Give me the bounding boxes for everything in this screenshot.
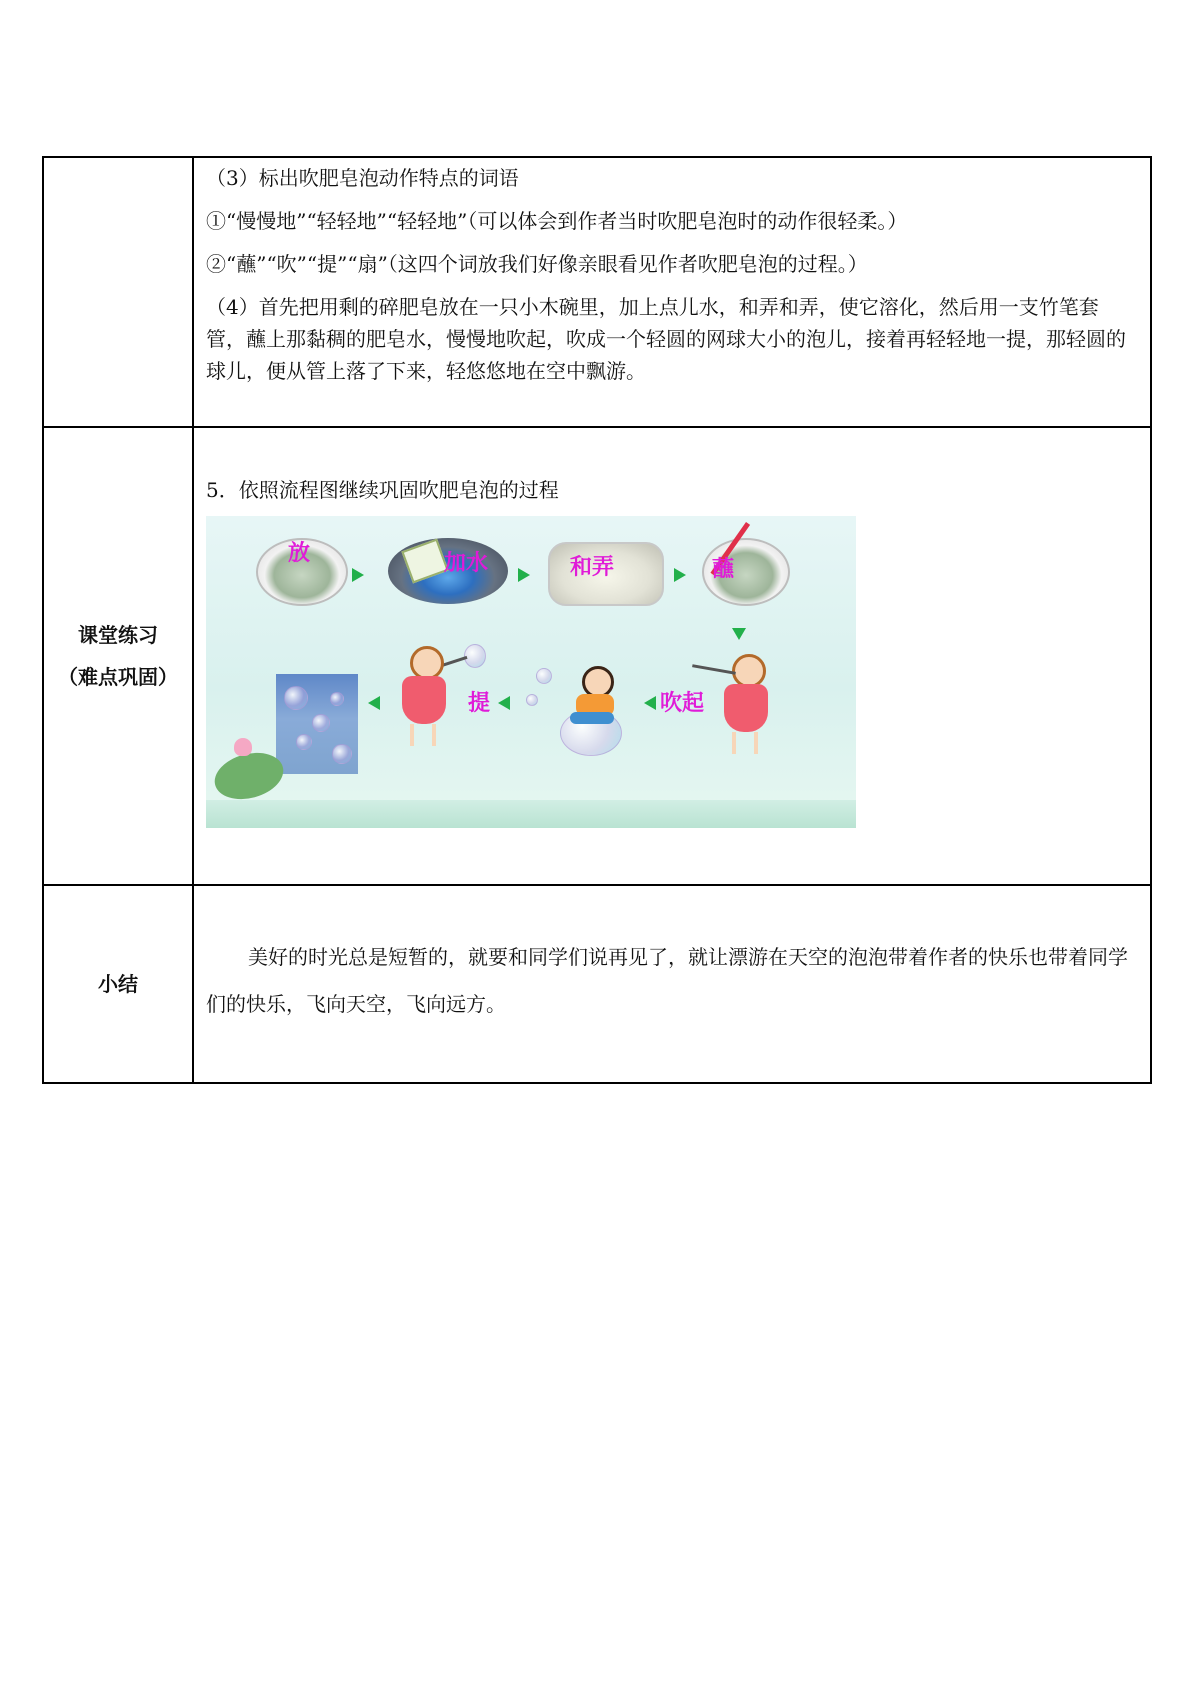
arrow-right-icon [518,568,530,582]
flowchart-illustration [206,516,856,828]
row-label-empty [43,157,193,427]
paragraph-item-2: ②“蘸”“吹”“提”“扇”（这四个词放我们好像亲眼看见作者吹肥皂泡的过程。） [206,252,868,276]
label-difficulty: （难点巩固） [58,665,178,689]
step-label-lift: 提 [468,690,491,716]
content-cell [193,157,1151,427]
step-label-dip: 蘸 [712,556,735,582]
table-row [43,157,1151,427]
arrow-left-icon [498,696,510,710]
lotus-flower-image [234,738,252,756]
summary-paragraph: 美好的时光总是短暂的，就要和同学们说再见了，就让漂游在天空的泡泡带着作者的快乐也带着同学们的快乐，飞向天空，飞向远方。 [206,945,1128,1016]
practice-heading: 5．依照流程图继续巩固吹肥皂泡的过程 [206,478,559,502]
row-label-practice [43,427,193,885]
step-label-add-water: 加水 [444,550,489,576]
practice-content [194,428,1150,828]
paragraph-heading-4: （4）首先把用剩的碎肥皂放在一只小木碗里，加上点儿水，和弄和弄，使它溶化，然后用一支竹笔套管，蘸上那黏稠的肥皂水，慢慢地吹起，吹成一个轻圆的网球大小的泡儿，接着再轻轻地一提，那轻圆的球儿，便从管上落了下来，轻悠悠地在空中飘游。 [206,295,1126,383]
summary-content [194,886,1150,1028]
table-row [43,885,1151,1083]
content-cell [193,885,1151,1083]
analysis-content [194,158,1150,387]
sea-bubbles-image [276,674,358,774]
arrow-left-icon [368,696,380,710]
step-label-mix: 和弄 [570,554,615,580]
ground-decoration [206,800,856,828]
girl-lifting-image [394,646,454,750]
table-row [43,427,1151,885]
row-label-summary: 小结 [43,885,193,1083]
small-bubble-image [536,668,552,684]
small-bubble-image [526,694,538,706]
label-practice: 课堂练习 [78,623,158,647]
paragraph-item-1: ①“慢慢地”“轻轻地”“轻轻地”（可以体会到作者当时吹肥皂泡时的动作很轻柔。） [206,209,908,233]
step-label-put: 放 [288,540,311,566]
paragraph-heading-3: （3）标出吹肥皂泡动作特点的词语 [206,166,519,190]
girl-on-bubble-image [566,666,618,726]
step-label-blow: 吹起 [660,690,705,716]
arrow-right-icon [674,568,686,582]
content-cell [193,427,1151,885]
arrow-down-icon [732,628,746,640]
lesson-table [42,156,1152,1084]
floating-bubble-image [464,644,486,668]
arrow-left-icon [644,696,656,710]
arrow-right-icon [352,568,364,582]
